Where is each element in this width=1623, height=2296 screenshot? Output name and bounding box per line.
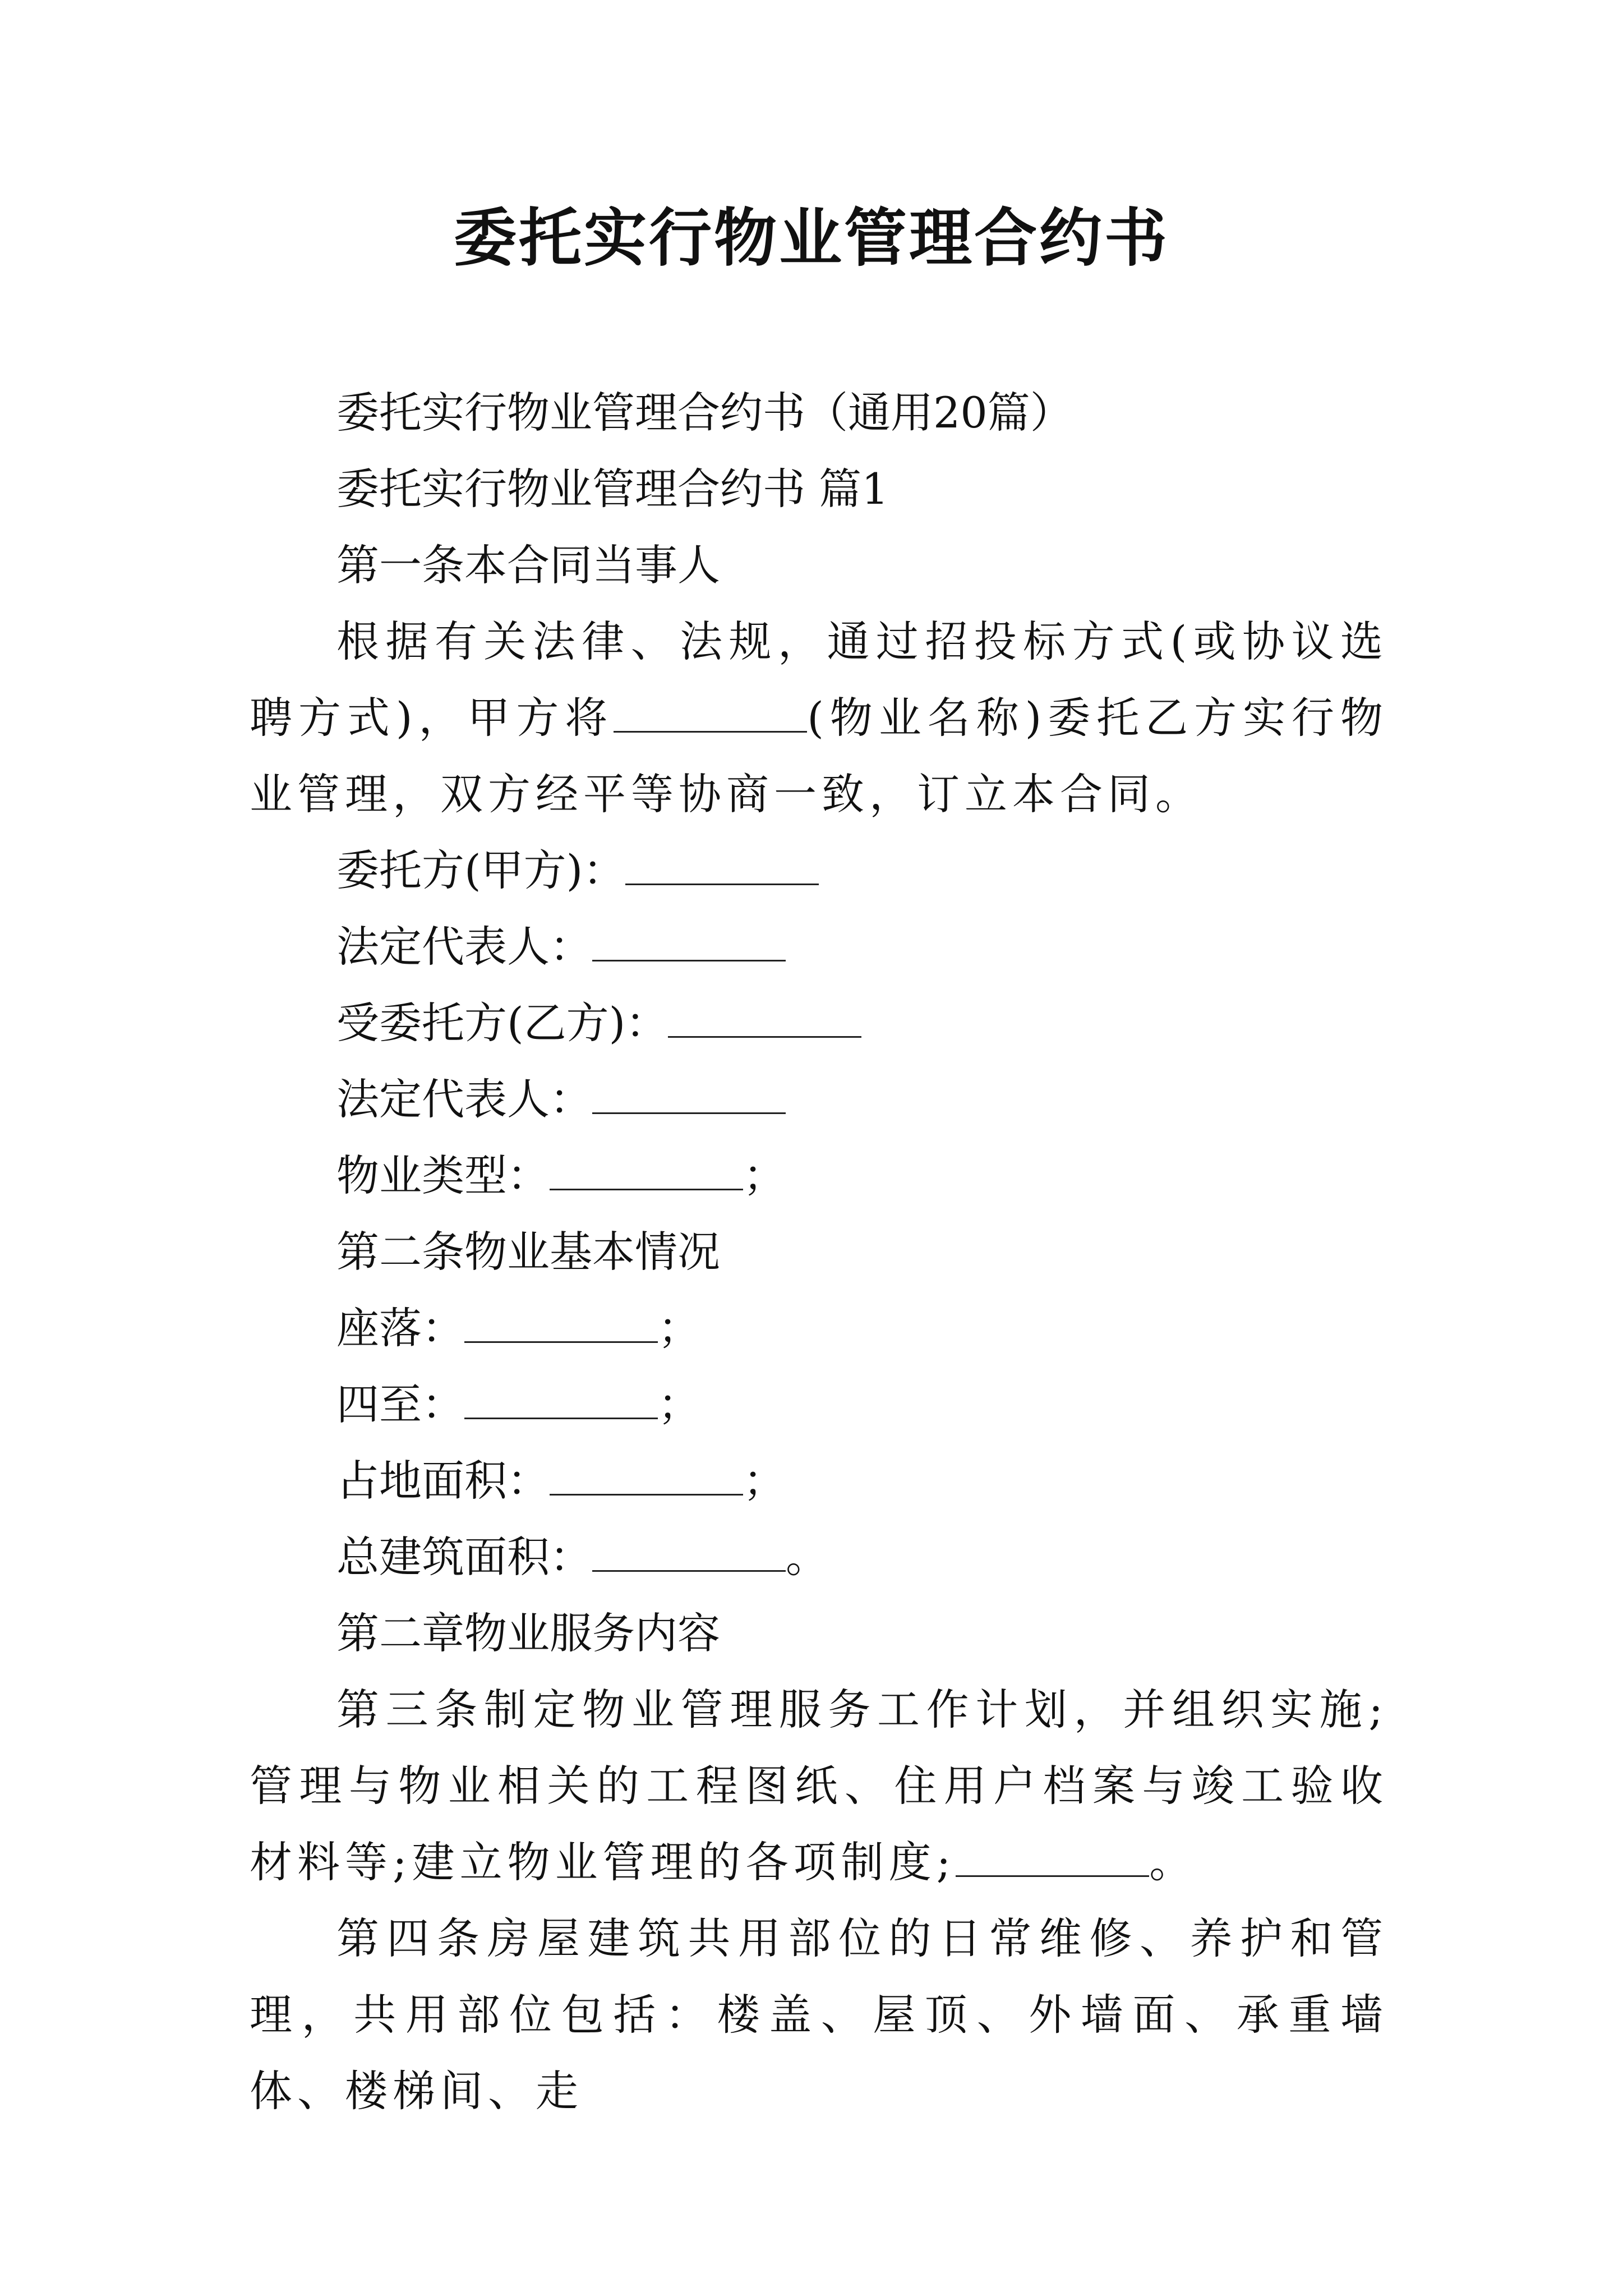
document-body — [250, 375, 1388, 2129]
article1-title: 第一条本合同当事人 — [336, 540, 720, 590]
legal-rep-b-label: 法定代表人： — [336, 1074, 592, 1124]
building-area-end: 。 — [786, 1532, 828, 1582]
article3-paragraph — [250, 1672, 1388, 1901]
party-a-line — [250, 832, 1388, 909]
property-type-line — [250, 1138, 1388, 1214]
article1-text-b: (物业名称)委托乙方实行物业管理，双方经平等协商一致，订立本合同。 — [250, 693, 1388, 819]
boundaries-label: 四至： — [336, 1379, 464, 1429]
legal-rep-a-blank — [592, 925, 786, 961]
building-area-line — [250, 1519, 1388, 1595]
location-line — [250, 1290, 1388, 1366]
property-type-label: 物业类型： — [336, 1151, 550, 1200]
property-type-end: ； — [743, 1151, 786, 1200]
party-b-blank — [668, 1001, 861, 1038]
building-area-label: 总建筑面积： — [336, 1532, 592, 1582]
boundaries-line — [250, 1366, 1388, 1443]
land-area-blank — [550, 1459, 743, 1496]
document-title: 委托实行物业管理合约书 — [454, 201, 1169, 275]
location-end: ； — [658, 1303, 700, 1353]
land-area-end: ； — [743, 1456, 786, 1506]
article3-end: 。 — [1149, 1837, 1197, 1887]
party-a-blank — [625, 849, 819, 885]
property-type-blank — [550, 1154, 743, 1190]
land-area-line — [250, 1443, 1388, 1519]
article4-paragraph: 第四条房屋建筑共用部位的日常维修、养护和管理，共用部位包括：楼盖、屋顶、外墙面、承重墙体、楼梯间、走 — [250, 1913, 1388, 2116]
article3-text: 第三条制定物业管理服务工作计划，并组织实施;管理与物业相关的工程图纸、住用户档案与竣工验收材料等;建立物业管理的各项制度; — [250, 1685, 1388, 1887]
article3-blank — [956, 1841, 1149, 1877]
legal-rep-a-label: 法定代表人： — [336, 922, 592, 972]
location-label: 座落： — [336, 1303, 464, 1353]
land-area-label: 占地面积： — [336, 1456, 550, 1506]
boundaries-blank — [464, 1383, 658, 1419]
building-area-blank — [592, 1535, 786, 1572]
chapter2-title: 第二章物业服务内容 — [336, 1608, 720, 1658]
legal-rep-b-line — [250, 1061, 1388, 1138]
subtitle: 委托实行物业管理合约书（通用20篇） — [336, 388, 1073, 438]
article1-paragraph — [250, 604, 1388, 832]
party-a-label: 委托方(甲方)： — [336, 845, 626, 895]
location-blank — [464, 1306, 658, 1343]
party-b-line — [250, 985, 1388, 1061]
section-heading: 委托实行物业管理合约书 篇1 — [336, 464, 889, 514]
legal-rep-a-line — [250, 909, 1388, 985]
article2-title: 第二条物业基本情况 — [336, 1227, 720, 1277]
boundaries-end: ； — [658, 1379, 700, 1429]
article1-text-a: 根据有关法律、法规，通过招投标方式(或协议选聘方式)，甲方将 — [250, 616, 1388, 743]
party-b-label: 受委托方(乙方)： — [336, 998, 668, 1048]
legal-rep-b-blank — [592, 1078, 786, 1114]
property-name-blank — [614, 696, 807, 733]
